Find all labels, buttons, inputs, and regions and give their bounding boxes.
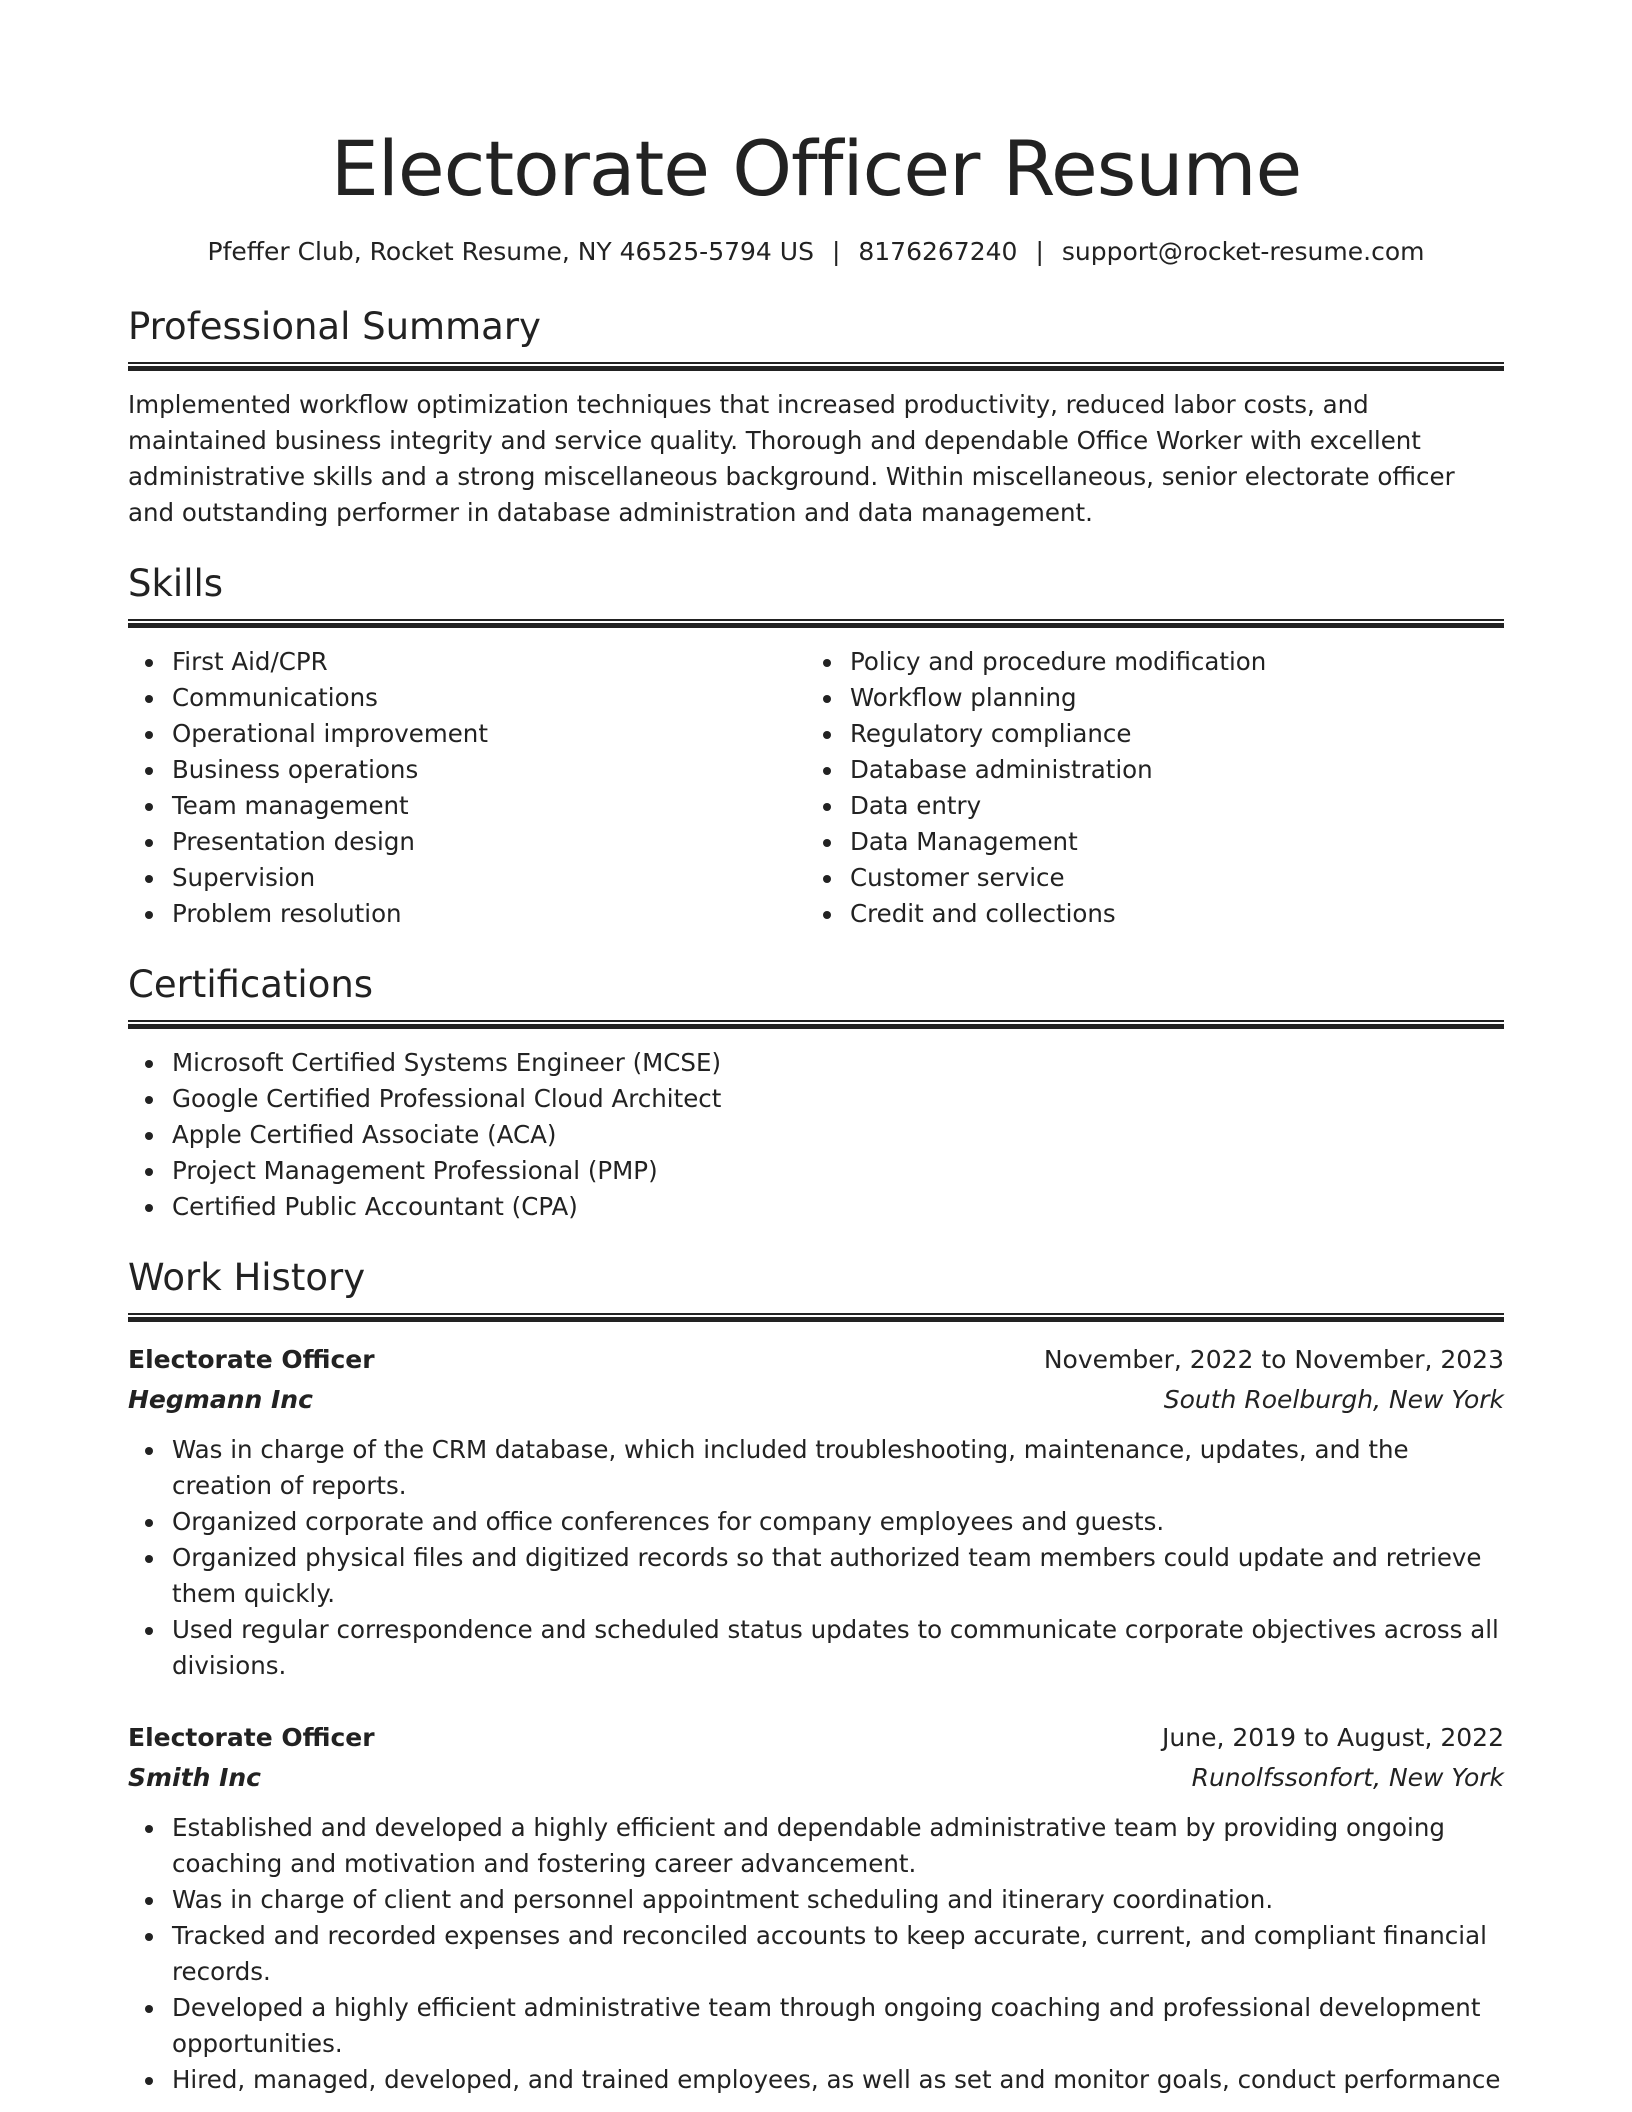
- bullet-icon: [145, 1933, 153, 1941]
- list-item: Credit and collections: [850, 896, 1484, 932]
- list-item: Certified Public Accountant (CPA): [172, 1189, 1504, 1225]
- contact-email: support@rocket-resume.com: [1061, 237, 1425, 266]
- bullet-icon: [145, 1168, 153, 1176]
- bullet-icon: [145, 803, 153, 811]
- bullet-icon: [823, 875, 831, 883]
- list-item: Regulatory compliance: [850, 716, 1484, 752]
- list-item: Problem resolution: [172, 896, 806, 932]
- list-item: Workflow planning: [850, 680, 1484, 716]
- certifications-list: [128, 1045, 1504, 1225]
- bullet-icon: [145, 659, 153, 667]
- summary-heading: Professional Summary: [128, 305, 541, 348]
- list-item: Microsoft Certified Systems Engineer (MCSE): [172, 1045, 1504, 1081]
- bullet-icon: [823, 731, 831, 739]
- bullet-icon: [145, 1060, 153, 1068]
- resume-title: Electorate Officer Resume: [330, 124, 1302, 213]
- job-company-row: [128, 1758, 1504, 1798]
- job-title: Electorate Officer: [128, 1345, 375, 1374]
- bullet-icon: [145, 1132, 153, 1140]
- list-item: Business operations: [172, 752, 806, 788]
- list-item: Developed a highly efficient administrative team through ongoing coaching and professional development opportunities.: [172, 1990, 1504, 2062]
- section-divider: [128, 1020, 1504, 1029]
- list-item: Used regular correspondence and scheduled status updates to communicate corporate objectives across all divisions.: [172, 1612, 1504, 1684]
- bullet-icon: [145, 1897, 153, 1905]
- list-item: Database administration: [850, 752, 1484, 788]
- certifications-heading: Certifications: [128, 963, 374, 1006]
- list-item: Tracked and recorded expenses and reconciled accounts to keep accurate, current, and compliant financial records.: [172, 1918, 1504, 1990]
- bullet-icon: [145, 1825, 153, 1833]
- bullet-icon: [145, 2005, 153, 2013]
- work-heading: Work History: [128, 1256, 366, 1299]
- summary-text: Implemented workflow optimization techniques that increased productivity, reduced labor costs, and maintained business integrity and service quality. Thorough and dependable Office Worker with excellent administrative skills and a strong miscellaneous background. Within miscellaneous, senior electorate officer and outstanding performer in database administration and data management.: [128, 390, 1455, 527]
- job-title: Electorate Officer: [128, 1723, 375, 1752]
- bullet-icon: [823, 767, 831, 775]
- contact-line: [128, 236, 1504, 268]
- bullet-icon: [145, 1096, 153, 1104]
- list-item: Supervision: [172, 860, 806, 896]
- bullet-icon: [823, 911, 831, 919]
- bullet-icon: [145, 1204, 153, 1212]
- bullet-icon: [823, 803, 831, 811]
- job-dates: November, 2022 to November, 2023: [1043, 1345, 1504, 1374]
- skills-grid: [128, 644, 1504, 932]
- bullet-icon: [145, 731, 153, 739]
- job-location: Runolfssonfort, New York: [1191, 1763, 1504, 1792]
- bullet-icon: [145, 1447, 153, 1455]
- list-item: Organized physical files and digitized records so that authorized team members could update and retrieve them quickly.: [172, 1540, 1504, 1612]
- job-entry: [128, 1718, 1504, 2098]
- skills-list-right: [806, 644, 1484, 932]
- contact-separator: |: [1035, 237, 1044, 266]
- bullet-icon: [145, 1519, 153, 1527]
- list-item: Google Certified Professional Cloud Architect: [172, 1081, 1504, 1117]
- bullet-icon: [823, 839, 831, 847]
- list-item: Was in charge of client and personnel appointment scheduling and itinerary coordination.: [172, 1882, 1504, 1918]
- list-item: Customer service: [850, 860, 1484, 896]
- job-bullets: [128, 1810, 1504, 2098]
- list-item: Communications: [172, 680, 806, 716]
- contact-phone: 8176267240: [858, 237, 1018, 266]
- job-company: Hegmann Inc: [128, 1385, 313, 1414]
- section-divider: [128, 619, 1504, 628]
- skills-heading: Skills: [128, 562, 224, 605]
- skills-list-left: [128, 644, 806, 932]
- list-item: Data entry: [850, 788, 1484, 824]
- job-company: Smith Inc: [128, 1763, 261, 1792]
- bullet-icon: [145, 767, 153, 775]
- list-item: Established and developed a highly efficient and dependable administrative team by providing ongoing coaching and motivation and fostering career advancement.: [172, 1810, 1504, 1882]
- job-bullets: [128, 1432, 1504, 1684]
- list-item: Team management: [172, 788, 806, 824]
- resume-page: [128, 0, 1504, 2098]
- bullet-icon: [823, 659, 831, 667]
- list-item: Was in charge of the CRM database, which included troubleshooting, maintenance, updates, and the creation of reports.: [172, 1432, 1504, 1504]
- job-title-row: [128, 1340, 1504, 1380]
- contact-separator: |: [831, 237, 841, 266]
- list-item: Apple Certified Associate (ACA): [172, 1117, 1504, 1153]
- certifications-section-header: [128, 962, 1504, 1029]
- bullet-icon: [145, 695, 153, 703]
- job-dates: June, 2019 to August, 2022: [1162, 1723, 1504, 1752]
- section-divider: [128, 362, 1504, 371]
- list-item: Data Management: [850, 824, 1484, 860]
- list-item: Project Management Professional (PMP): [172, 1153, 1504, 1189]
- skills-section-header: [128, 561, 1504, 628]
- list-item: Operational improvement: [172, 716, 806, 752]
- bullet-icon: [145, 1555, 153, 1563]
- list-item: First Aid/CPR: [172, 644, 806, 680]
- job-company-row: [128, 1380, 1504, 1420]
- contact-address: Pfeffer Club, Rocket Resume, NY 46525-5794 US: [207, 237, 814, 266]
- bullet-icon: [145, 875, 153, 883]
- job-entry: [128, 1340, 1504, 1684]
- job-location: South Roelburgh, New York: [1163, 1385, 1504, 1414]
- work-section-header: [128, 1255, 1504, 1322]
- bullet-icon: [823, 695, 831, 703]
- list-item: Policy and procedure modification: [850, 644, 1484, 680]
- list-item: Hired, managed, developed, and trained employees, as well as set and monitor goals, conduct performance: [172, 2062, 1504, 2098]
- job-title-row: [128, 1718, 1504, 1758]
- list-item: Organized corporate and office conferences for company employees and guests.: [172, 1504, 1504, 1540]
- bullet-icon: [145, 1627, 153, 1635]
- bullet-icon: [145, 911, 153, 919]
- bullet-icon: [145, 2077, 153, 2085]
- summary-section-header: [128, 304, 1504, 371]
- list-item: Presentation design: [172, 824, 806, 860]
- section-divider: [128, 1313, 1504, 1322]
- bullet-icon: [145, 839, 153, 847]
